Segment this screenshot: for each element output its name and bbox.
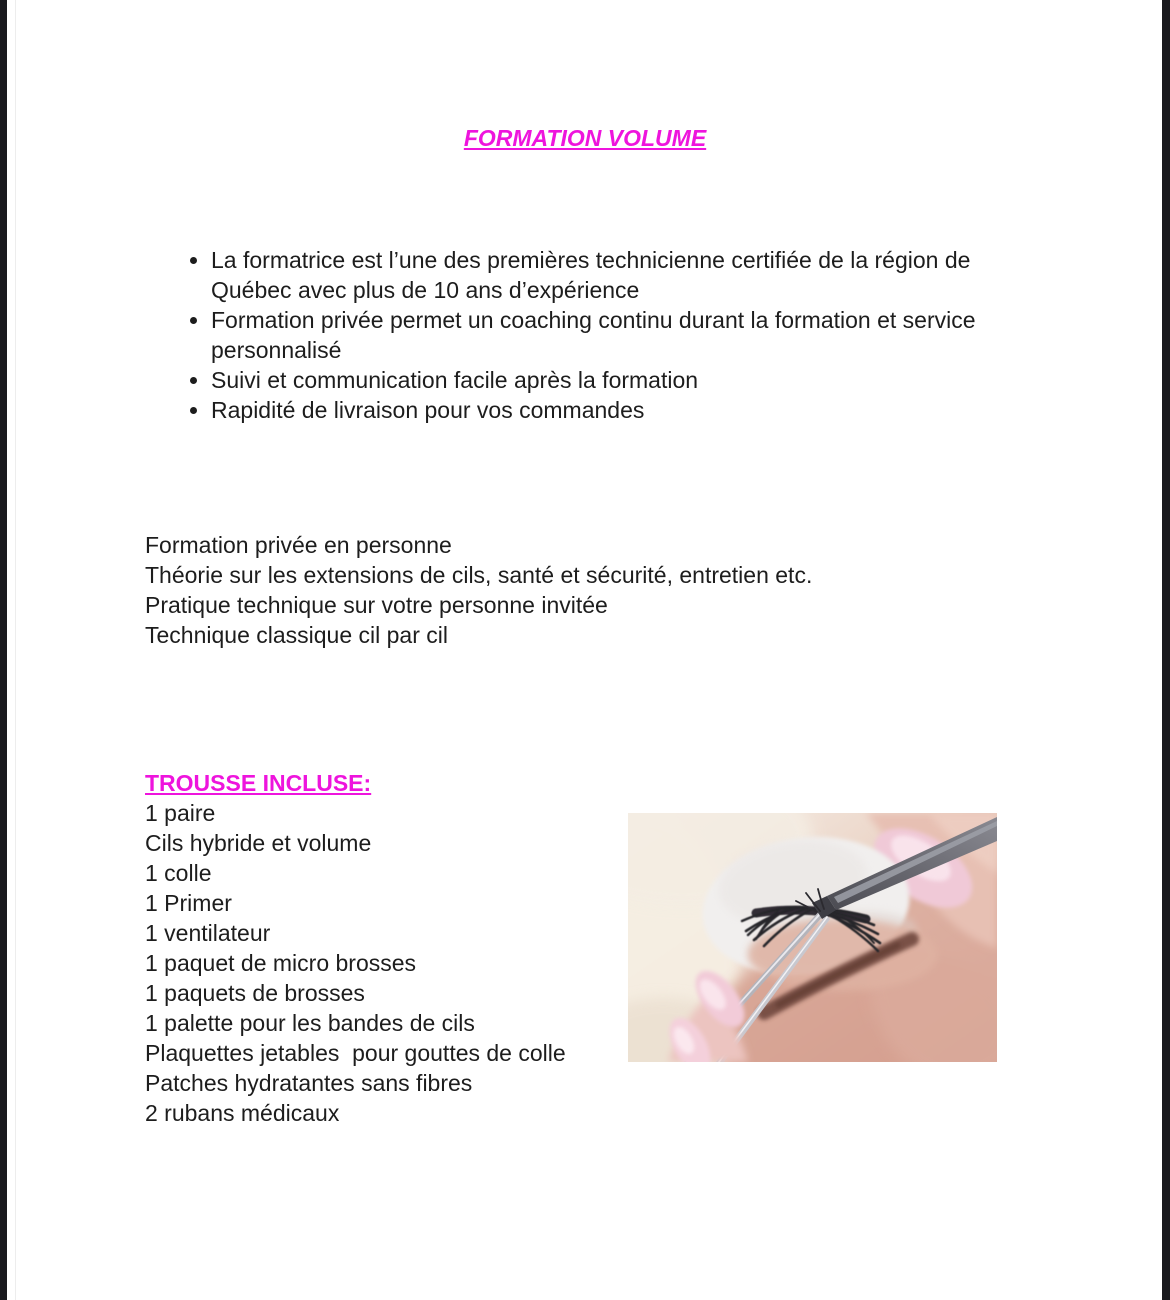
kit-item: 1 paquets de brosses [145,980,365,1006]
benefit-item: • Suivi et communication facile après la formation [211,365,1001,395]
kit-item: Patches hydratantes sans fibres [145,1070,473,1096]
eyelid-skin [748,919,938,991]
kit-item: 2 rubans médicaux [145,1100,340,1126]
lash-procedure-photo [628,813,997,1062]
detail-line: Formation privée en personne [145,532,452,558]
benefit-item: • Rapidité de livraison pour vos commandes [211,395,1001,425]
screenshot-left-border [0,0,7,1300]
kit-item: 1 colle [145,860,212,886]
kit-item: 1 paire [145,800,216,826]
kit-list [145,798,615,1128]
benefit-item: • La formatrice est l’une des premières technicienne certifiée de la région de Québec avec plus de 10 ans d’expérience [211,245,1001,305]
benefits-list [145,245,1001,425]
course-details [145,530,1095,650]
detail-line: Théorie sur les extensions de cils, santé et sécurité, entretien etc. [145,562,813,588]
page-edge-line [15,0,16,1300]
kit-item: 1 ventilateur [145,920,271,946]
detail-line: Pratique technique sur votre personne invitée [145,592,608,618]
kit-item: Cils hybride et volume [145,830,372,856]
kit-item: Plaquettes jetables pour gouttes de colle [145,1040,566,1066]
screenshot-right-border [1162,0,1170,1300]
detail-line: Technique classique cil par cil [145,622,448,648]
kit-section [145,768,615,1128]
page-title: FORMATION VOLUME [463,125,707,151]
kit-heading: TROUSSE INCLUSE: [145,770,372,796]
benefit-item: • Formation privée permet un coaching continu durant la formation et service personnalisé [211,305,1001,365]
kit-item: 1 Primer [145,890,232,916]
kit-item: 1 paquet de micro brosses [145,950,417,976]
kit-item: 1 palette pour les bandes de cils [145,1010,475,1036]
